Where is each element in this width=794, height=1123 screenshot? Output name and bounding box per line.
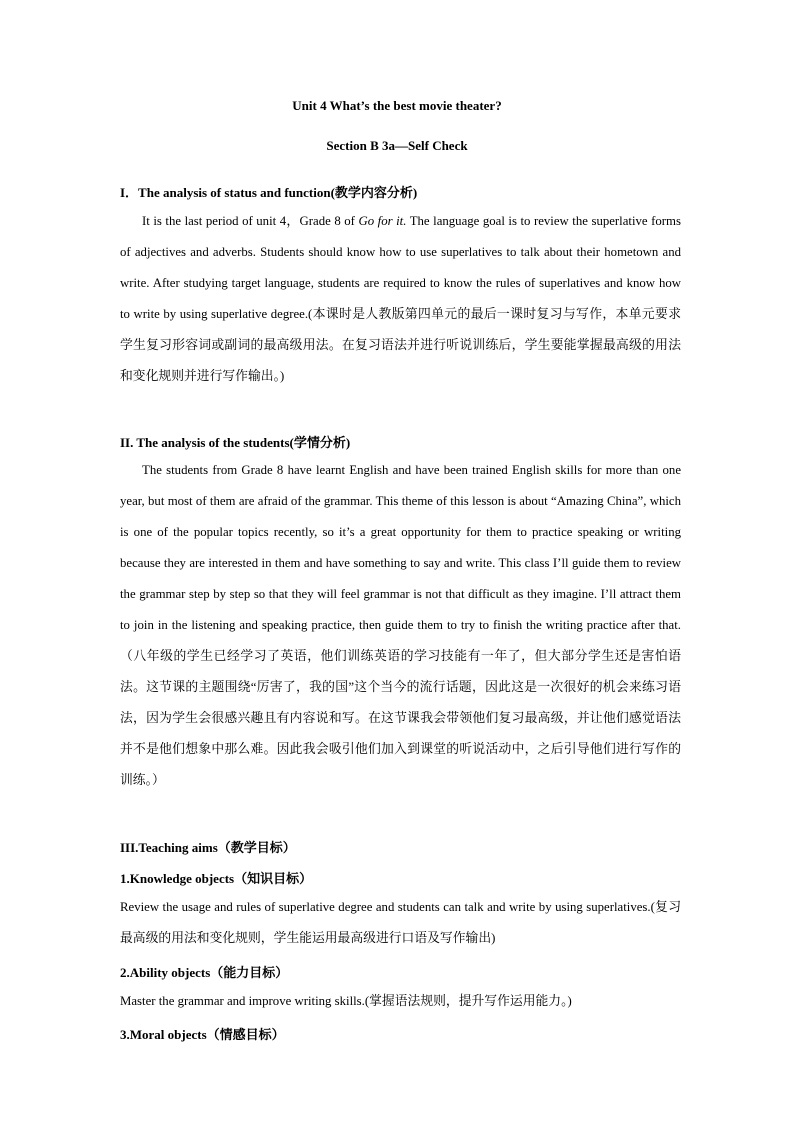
section1-paragraph	[120, 206, 681, 392]
ability-objects-heading: 2.Ability objects（能力目标）	[120, 965, 289, 980]
knowledge-objects-paragraph: Review the usage and rules of superlative degree and students can talk and write by using superlatives.(复习最高级的用法和变化规则，学生能运用最高级进行口语及写作输出)	[120, 900, 681, 945]
moral-objects-heading: 3.Moral objects（情感目标）	[120, 1027, 285, 1042]
section1-heading: I．The analysis of status and function(教学内容分析)	[120, 185, 418, 200]
document-subtitle: Section B 3a—Self Check	[326, 138, 468, 153]
section3-heading: III.Teaching aims（教学目标）	[120, 840, 296, 855]
section2-paragraph: The students from Grade 8 have learnt English and have been trained English skills for more than one year, but most of them are afraid of the grammar. This theme of this lesson is about “Amazing China”, which is one of the popular topics recently, so it’s a great opportunity for them to practice speaking or writing because they are interested in them and have something to say and write. This class I’ll guide them to review the grammar step by step so that they will feel grammar is not that difficult as they imagine. I’ll attract them to join in the listening and speaking practice, then guide them to try to finish the writing practice after that.（八年级的学生已经学习了英语，他们训练英语的学习技能有一年了，但大部分学生还是害怕语法。这节课的主题围绕“厉害了，我的国”这个当今的流行话题，因此这是一次很好的机会来练习语法，因为学生会很感兴趣且有内容说和写。在这节课我会带领他们复习最高级，并让他们感觉语法并不是他们想象中那么难。因此我会吸引他们加入到课堂的听说活动中，之后引导他们进行写作的训练。）	[120, 463, 681, 787]
section1-text-rest: The language goal is to review the superlative forms of adjectives and adverbs. Students should know how to use superlatives to talk about their hometown and write. After studying target language, students are required to know the rules of superlatives and know how to write by using superlative degree.(本课时是人教版第四单元的最后一课时复习与写作，本单元要求学生复习形容词或副词的最高级用法。在复习语法并进行听说训练后，学生要能掌握最高级的用法和变化规则并进行写作输出。)	[120, 214, 681, 383]
document-title: Unit 4 What’s the best movie theater?	[292, 98, 502, 113]
section2-heading: II. The analysis of the students(学情分析)	[120, 435, 351, 450]
knowledge-objects-heading: 1.Knowledge objects（知识目标）	[120, 871, 313, 886]
ability-objects-paragraph: Master the grammar and improve writing skills.(掌握语法规则，提升写作运用能力。)	[120, 994, 572, 1008]
section1-textbook-title: Go for it.	[358, 214, 407, 228]
section1-text-start: It is the last period of unit 4，Grade 8 of	[142, 214, 359, 228]
